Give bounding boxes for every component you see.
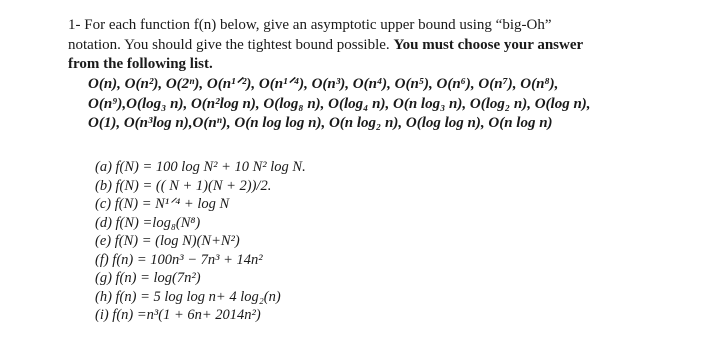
- statement-line-3: from the following list.: [68, 56, 213, 72]
- answer-choices-row: O(1), O(n³log n),O(nⁿ), O(n log log n), O(n log₂ n), O(log log n), O(n log n): [88, 115, 553, 131]
- function-item-c: (c) f(N) = N¹ᐟ⁴ + log N: [95, 196, 230, 212]
- function-item-d: (d) f(N) =log₈(N⁸): [95, 214, 201, 231]
- answer-choices-row: O(n⁹),O(log₃ n), O(n²log n), O(log₈ n), O(log₄ n), O(n log₃ n), O(log₂ n), O(log n),: [88, 95, 591, 112]
- function-item-a: (a) f(N) = 100 log N² + 10 N² log N.: [95, 159, 306, 175]
- function-list: [95, 158, 595, 325]
- answer-choices-row: O(n), O(n²), O(2ⁿ), O(n¹ᐟ²), O(n¹ᐟ⁴), O(n³), O(n⁴), O(n⁵), O(n⁶), O(n⁷), O(n⁸),: [88, 76, 559, 92]
- function-item-g: (g) f(n) = log(7n²): [95, 270, 201, 286]
- function-item-f: (f) f(n) = 100n³ − 7n³ + 14n²: [95, 251, 263, 268]
- answer-choices: [88, 75, 708, 134]
- function-item-b: (b) f(N) = (( N + 1)(N + 2))/2.: [95, 177, 272, 194]
- statement-line-2: [68, 36, 708, 56]
- problem-statement: [68, 16, 708, 75]
- function-item-h: (h) f(n) = 5 log log n+ 4 log₂(n): [95, 288, 281, 305]
- function-item-e: (e) f(N) = (log N)(N+N²): [95, 233, 240, 249]
- function-item-i: (i) f(n) =n³(1 + 6n+ 2014n²): [95, 307, 261, 323]
- statement-line-2-emphasis: You must choose your answer: [393, 36, 584, 53]
- statement-line-1: 1- For each function f(n) below, give an asymptotic upper bound using “big-Oh”: [68, 17, 552, 33]
- statement-line-2-text: notation. You should give the tightest bound possible.: [68, 36, 390, 53]
